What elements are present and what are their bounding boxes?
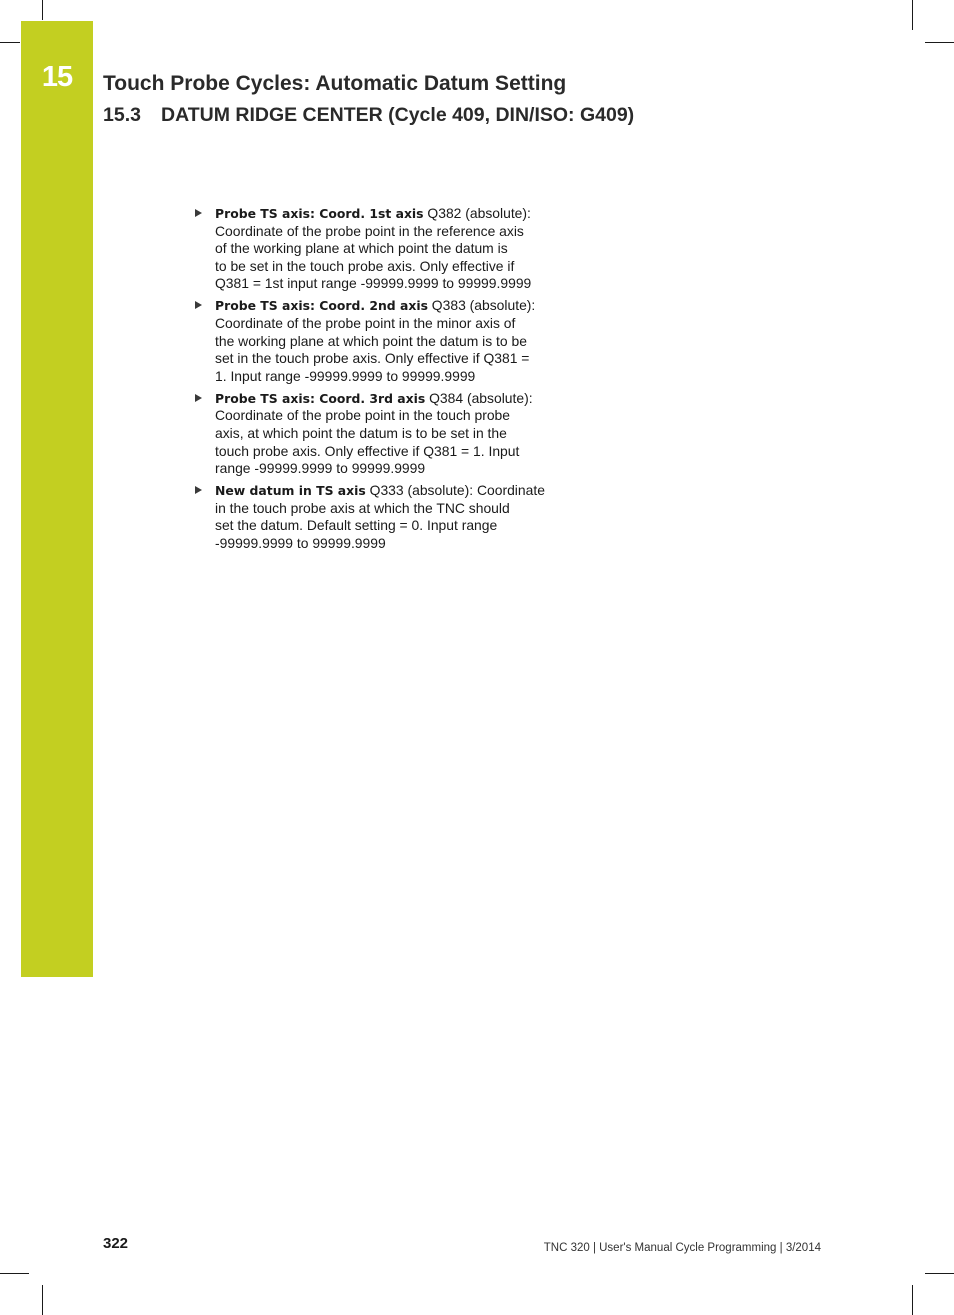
crop-mark [925, 42, 954, 43]
item-text-line: -99999.9999 to 99999.9999 [215, 534, 386, 551]
list-item [195, 482, 555, 552]
item-text-line: Coordinate of the probe point in the touch probe [215, 407, 510, 424]
item-text-line: Q333 (absolute): Coordinate [365, 482, 545, 499]
section-heading: DATUM RIDGE CENTER (Cycle 409, DIN/ISO: G409) [161, 104, 635, 126]
bullet-triangle-icon [195, 394, 202, 402]
list-item [195, 205, 555, 293]
chapter-number: 15 [41, 61, 73, 93]
item-text-line: in the touch probe axis at which the TNC should [215, 499, 510, 516]
parameter-term: Probe TS axis: Coord. 3rd axis [215, 390, 426, 406]
list-item [195, 390, 555, 478]
item-text-line: axis, at which point the datum is to be set in the [215, 424, 507, 441]
chapter-sidebar [21, 21, 93, 977]
section-title [103, 104, 634, 127]
footer-text: TNC 320 | User's Manual Cycle Programming | 3/2014 [543, 1242, 821, 1254]
parameter-list [195, 205, 555, 557]
item-text-line: touch probe axis. Only effective if Q381 = 1. Input [215, 442, 520, 459]
item-text-line: Coordinate of the probe point in the reference axis [215, 222, 524, 239]
parameter-term: Probe TS axis: Coord. 2nd axis [215, 298, 428, 314]
item-text-line: of the working plane at which point the datum is [215, 240, 508, 257]
crop-mark [0, 42, 20, 43]
item-text-line: range -99999.9999 to 99999.9999 [215, 460, 426, 477]
item-text-line: the working plane at which point the datum is to be [215, 332, 527, 349]
item-text-line: to be set in the touch probe axis. Only effective if [215, 257, 515, 274]
crop-mark [42, 1285, 43, 1315]
item-text-line: Q384 (absolute): [425, 389, 533, 406]
item-text-line: set the datum. Default setting = 0. Input range [215, 517, 498, 534]
item-text-line: set in the touch probe axis. Only effective if Q381 = [215, 350, 530, 367]
crop-mark [42, 0, 43, 20]
item-text-line: 1. Input range -99999.9999 to 99999.9999 [215, 367, 476, 384]
page-number: 322 [103, 1235, 129, 1252]
crop-mark [912, 0, 913, 30]
item-text-line: Q382 (absolute): [423, 205, 531, 221]
crop-mark [925, 1273, 954, 1274]
parameter-term: New datum in TS axis [215, 483, 366, 499]
bullet-triangle-icon [195, 301, 202, 309]
parameter-term: Probe TS axis: Coord. 1st axis [215, 206, 424, 221]
bullet-triangle-icon [195, 209, 202, 217]
crop-mark [0, 1273, 29, 1274]
crop-mark [912, 1285, 913, 1315]
item-text-line: Q383 (absolute): [427, 297, 536, 314]
item-text-line: Coordinate of the probe point in the minor axis of [215, 314, 516, 331]
item-text-line: Q381 = 1st input range -99999.9999 to 99999.9999 [215, 275, 532, 292]
section-number: 15.3 [103, 104, 141, 126]
bullet-triangle-icon [195, 486, 202, 494]
chapter-title: Touch Probe Cycles: Automatic Datum Setting [103, 72, 567, 95]
list-item [195, 297, 555, 385]
